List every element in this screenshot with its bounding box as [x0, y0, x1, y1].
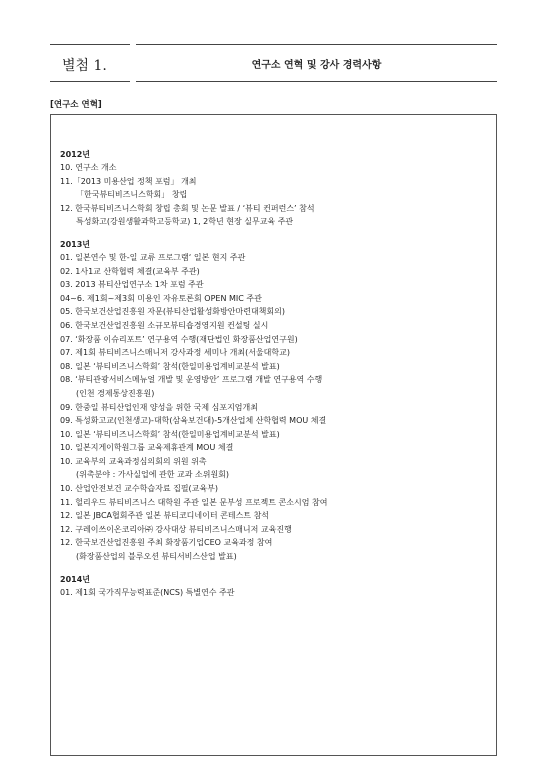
list-item: 08. ‘뷰티관광서비스메뉴얼 개발 및 운영방안’ 프로그램 개발 연구용역 수행 [60, 375, 323, 385]
header-rule [50, 44, 130, 45]
history-content [60, 148, 490, 599]
list-item: 특성화고(강원생활과학고등학교) 1, 2학년 현장 실무교육 주관 [76, 217, 294, 227]
list-item: 09. 특성화고교(인천생고)-대학(삼육보건대)-5개산업체 산학협력 MOU 체결 [60, 416, 327, 426]
list-item: 06. 한국보건산업진흥원 소규모뷰티숍경영지원 컨설팅 실시 [60, 320, 269, 330]
list-item: 10. 일본 ‘뷰티비즈니스학회’ 참석(한일미용업계비교분석 발표) [60, 429, 280, 439]
list-item: 09. 한중일 뷰티산업인재 양성을 위한 국제 심포지엄개최 [60, 402, 258, 412]
year-gap [60, 229, 490, 238]
list-item: 01. 일본연수 및 한-일 교류 프로그램‘ 일본 현지 주관 [60, 252, 246, 262]
header-rule [136, 44, 497, 45]
year-heading: 2014년 [60, 574, 90, 584]
year-heading: 2012년 [60, 150, 90, 159]
header-rule [50, 81, 130, 82]
list-item: 07. ‘화장품 이슈리포트’ 연구용역 수행(재단법인 화장품산업연구원) [60, 334, 298, 344]
list-item: 10. 일본지게이학원그룹 교육제휴관계 MOU 체결 [60, 443, 234, 453]
list-item: (위촉분야 : 가사실업에 관한 교과 소위원회) [76, 470, 230, 480]
list-item: (인천 경제통상진흥원) [76, 388, 155, 398]
list-item: 12. 구레이쓰이온코리아㈜ 강사대상 뷰티비즈니스매니저 교육진행 [60, 524, 292, 534]
list-item: 11.「2013 미용산업 정책 포럼」 개최 [60, 176, 197, 186]
list-item: 08. 일본 ‘뷰티비즈니스학회’ 참석(한일미용업계비교분석 발표) [60, 361, 280, 371]
list-item: 10. 연구소 개소 [60, 163, 117, 172]
page-title: 연구소 연혁 및 강사 경력사항 [251, 60, 382, 71]
list-item: 04~6. 제1회~제3회 미용인 자유토론회 OPEN MIC 주관 [60, 293, 262, 303]
list-item: 05. 한국보건산업진흥원 자문(뷰티산업활성화방안마련대책회의) [60, 307, 285, 317]
list-item: 01. 제1회 국가직무능력표준(NCS) 특별연수 주관 [60, 587, 235, 597]
list-item: 07. 제1회 뷰티비즈니스매니저 강사과정 세미나 개최(서울대학교) [60, 348, 290, 358]
section-label: [연구소 연혁] [50, 100, 102, 110]
year-gap [60, 564, 490, 573]
list-item: 10. 교육부의 교육과정심의회의 위원 위촉 [60, 456, 207, 466]
list-item: 11. 헐리우드 뷰티비즈니스 대학원 주관 일본 문부성 프로젝트 콘소시엄 참여 [60, 497, 328, 507]
list-item: 12. 일본 JBCA협회주관 일본 뷰티코디네이터 콘테스트 참석 [60, 511, 270, 521]
list-item: 02. 1사1교 산학협력 체결(교육부 주관) [60, 266, 200, 276]
year-heading: 2013년 [60, 239, 90, 249]
attachment-label: 별첨 1. [62, 58, 107, 74]
list-item: 12. 한국보건산업진흥원 주최 화장품기업CEO 교육과정 참여 [60, 538, 273, 548]
list-item: 10. 산업안전보건 교수학습자료 집필(교육부) [60, 484, 218, 494]
list-item: 12. 한국뷰티비즈니스학회 창립 총회 및 논문 발표 / ‘뷰티 컨퍼런스’ 참석 [60, 203, 315, 213]
header-rule [136, 81, 497, 82]
document-header [50, 44, 497, 82]
list-item: (화장품산업의 블루오션 뷰티서비스산업 발표) [76, 552, 237, 562]
list-item: 03. 2013 뷰티산업연구소 1차 포럼 주관 [60, 280, 204, 290]
list-item: 「한국뷰티비즈니스학회」 창립 [76, 190, 188, 200]
